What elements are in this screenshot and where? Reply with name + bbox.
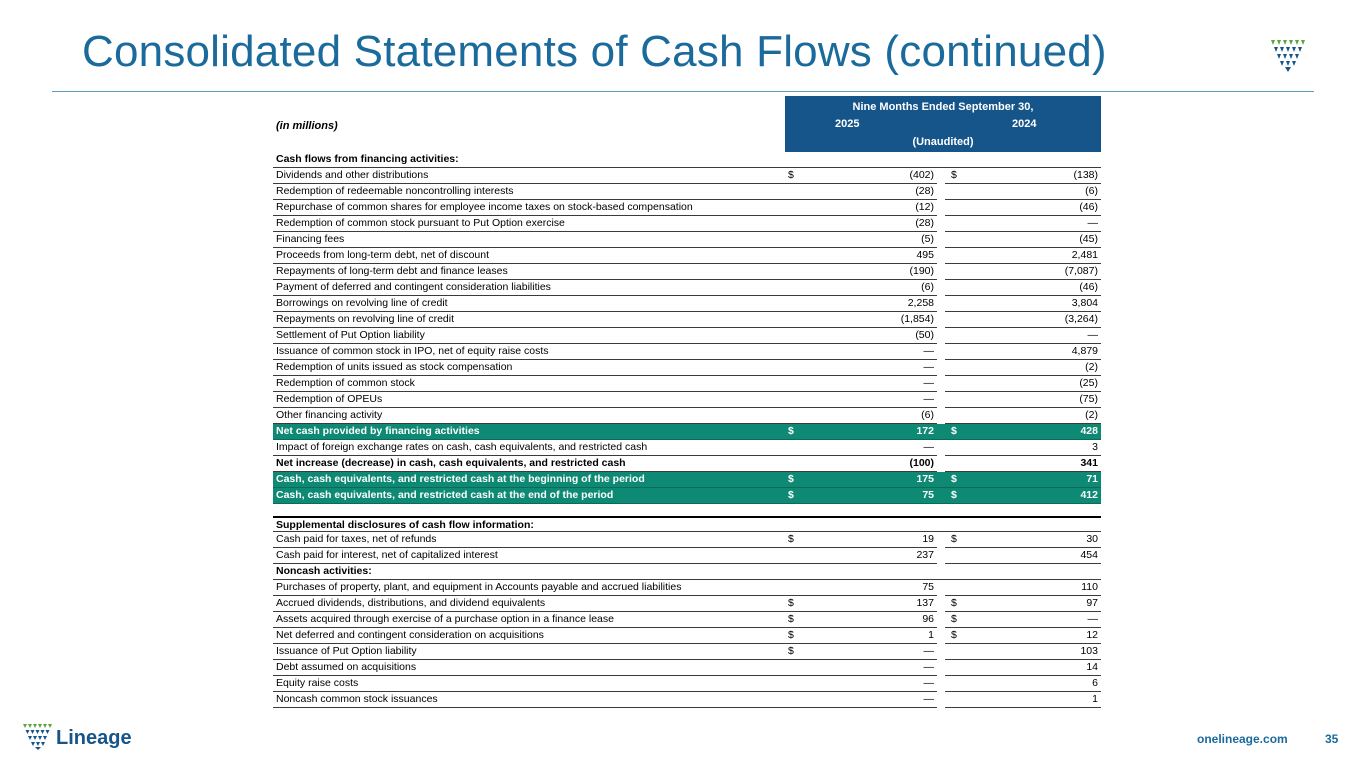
table-row: [273, 232, 1101, 248]
row-label: Net cash provided by financing activities: [276, 425, 480, 437]
table-row: [273, 628, 1101, 644]
page-number: 35: [1325, 732, 1339, 746]
value-2025: (50): [915, 329, 934, 341]
table-row: [273, 596, 1101, 612]
currency-2024: $: [951, 597, 957, 609]
lineage-logo-icon: [1270, 38, 1306, 72]
value-2024: (138): [1073, 169, 1098, 181]
value-2024: 1: [1092, 693, 1098, 705]
row-label: Cash, cash equivalents, and restricted cash at the beginning of the period: [276, 473, 645, 485]
row-label: Settlement of Put Option liability: [276, 329, 425, 341]
value-2025: 237: [916, 549, 934, 561]
value-2025: (100): [909, 457, 934, 469]
value-2025: 495: [916, 249, 934, 261]
value-2024: (2): [1085, 409, 1098, 421]
table-row: [273, 548, 1101, 564]
row-label: Redemption of common stock pursuant to Put Option exercise: [276, 217, 565, 229]
table-row: [273, 200, 1101, 216]
column-gap: [937, 264, 945, 281]
period-label: Nine Months Ended September 30,: [852, 101, 1034, 113]
title-divider: [52, 91, 1314, 92]
supplemental-table: [273, 516, 1101, 708]
period-header: [785, 96, 1101, 152]
value-2025: —: [923, 393, 934, 405]
column-gap: [937, 280, 945, 297]
column-gap: [937, 612, 945, 629]
currency-2025: $: [788, 489, 794, 501]
table-row: [273, 692, 1101, 708]
column-gap: [937, 248, 945, 265]
row-label: Cash flows from financing activities:: [276, 153, 459, 165]
value-2025: 2,258: [907, 297, 934, 309]
value-2024: —: [1087, 613, 1098, 625]
currency-2025: $: [788, 169, 794, 181]
row-label: Redemption of OPEUs: [276, 393, 383, 405]
value-2024: 71: [1086, 473, 1098, 485]
value-2025: (5): [921, 233, 934, 245]
value-2025: —: [923, 361, 934, 373]
column-gap: [937, 360, 945, 377]
section-header-row: [273, 516, 1101, 532]
value-2025: —: [923, 677, 934, 689]
currency-2025: $: [788, 597, 794, 609]
value-2024: 14: [1086, 661, 1098, 673]
value-2024: 12: [1086, 629, 1098, 641]
currency-2025: $: [788, 613, 794, 625]
row-label: Payment of deferred and contingent consideration liabilities: [276, 281, 551, 293]
row-label: Accrued dividends, distributions, and dividend equivalents: [276, 597, 546, 609]
row-label: Assets acquired through exercise of a purchase option in a finance lease: [276, 613, 614, 625]
value-2024: —: [1087, 217, 1098, 229]
units-label: (in millions): [276, 120, 338, 132]
currency-2024: $: [951, 533, 957, 545]
value-2025: (12): [915, 201, 934, 213]
value-2024: 6: [1092, 677, 1098, 689]
value-2024: (46): [1079, 201, 1098, 213]
value-2024: 103: [1080, 645, 1098, 657]
value-2024: 412: [1080, 489, 1098, 501]
table-row: [273, 676, 1101, 692]
table-row: [273, 344, 1101, 360]
value-2024: 30: [1086, 533, 1098, 545]
value-2025: 75: [922, 581, 934, 593]
row-label: Net deferred and contingent consideration on acquisitions: [276, 629, 544, 641]
year-2025-label: 2025: [835, 118, 860, 130]
value-2025: (402): [909, 169, 934, 181]
currency-2024: $: [951, 473, 957, 485]
value-2025: 137: [916, 597, 934, 609]
audit-label: (Unaudited): [912, 136, 974, 148]
column-gap: [937, 344, 945, 361]
row-label: Issuance of Put Option liability: [276, 645, 417, 657]
column-gap: [937, 676, 945, 693]
column-gap: [937, 184, 945, 201]
row-label: Noncash common stock issuances: [276, 693, 438, 705]
table-row: [273, 660, 1101, 676]
total-row: [273, 424, 1101, 440]
page-title: Consolidated Statements of Cash Flows (continued): [82, 27, 1107, 76]
value-2024: 3,804: [1071, 297, 1098, 309]
column-gap: [937, 548, 945, 565]
value-2024: 454: [1080, 549, 1098, 561]
lineage-footer-logo: [22, 722, 142, 750]
table-row: [273, 408, 1101, 424]
table-row: [273, 644, 1101, 660]
value-2024: 4,879: [1071, 345, 1098, 357]
value-2025: 1: [928, 629, 934, 641]
row-label: Equity raise costs: [276, 677, 359, 689]
row-label: Redemption of units issued as stock compensation: [276, 361, 513, 373]
column-gap: [937, 456, 945, 473]
total-row: [273, 472, 1101, 488]
value-2025: —: [923, 645, 934, 657]
row-label: Repayments on revolving line of credit: [276, 313, 455, 325]
value-2025: (190): [909, 265, 934, 277]
row-label: Dividends and other distributions: [276, 169, 429, 181]
value-2024: (25): [1079, 377, 1098, 389]
value-2025: (28): [915, 185, 934, 197]
row-label: Financing fees: [276, 233, 345, 245]
table-row: [273, 440, 1101, 456]
row-label: Impact of foreign exchange rates on cash, cash equivalents, and restricted cash: [276, 441, 648, 453]
table-row: [273, 532, 1101, 548]
currency-2024: $: [951, 629, 957, 641]
value-2025: —: [923, 661, 934, 673]
footer-url: onelineage.com: [1197, 732, 1288, 746]
table-row: [273, 296, 1101, 312]
column-gap: [937, 628, 945, 645]
value-2025: —: [923, 345, 934, 357]
column-gap: [937, 596, 945, 613]
column-gap: [937, 692, 945, 709]
section-header-row: [273, 152, 1101, 168]
table-row: [273, 280, 1101, 296]
value-2024: —: [1087, 329, 1098, 341]
table-row: [273, 328, 1101, 344]
year-2024-label: 2024: [1012, 118, 1037, 130]
row-label: Supplemental disclosures of cash flow information:: [276, 519, 534, 531]
value-2024: (45): [1079, 233, 1098, 245]
column-gap: [937, 168, 945, 185]
value-2025: (6): [921, 409, 934, 421]
value-2025: —: [923, 377, 934, 389]
value-2025: 75: [922, 489, 934, 501]
value-2024: 341: [1080, 457, 1098, 469]
value-2025: —: [923, 693, 934, 705]
table-row: [273, 184, 1101, 200]
row-label: Cash, cash equivalents, and restricted cash at the end of the period: [276, 489, 614, 501]
value-2025: —: [923, 441, 934, 453]
row-label: Debt assumed on acquisitions: [276, 661, 417, 673]
row-label: Issuance of common stock in IPO, net of equity raise costs: [276, 345, 549, 357]
column-gap: [937, 216, 945, 233]
table-row: [273, 392, 1101, 408]
value-2024: (75): [1079, 393, 1098, 405]
row-label: Purchases of property, plant, and equipment in Accounts payable and accrued liabilities: [276, 581, 682, 593]
value-2025: (6): [921, 281, 934, 293]
value-2024: (3,264): [1064, 313, 1098, 325]
value-2025: 175: [916, 473, 934, 485]
column-gap: [937, 392, 945, 409]
row-label: Noncash activities:: [276, 565, 372, 577]
currency-2025: $: [788, 645, 794, 657]
table-row: [273, 456, 1101, 472]
table-row: [273, 376, 1101, 392]
table-row: [273, 612, 1101, 628]
column-gap: [937, 328, 945, 345]
row-label: Redemption of common stock: [276, 377, 415, 389]
column-gap: [937, 200, 945, 217]
value-2025: 172: [916, 425, 934, 437]
currency-2024: $: [951, 425, 957, 437]
row-label: Repurchase of common shares for employee income taxes on stock-based compensation: [276, 201, 693, 213]
row-label: Repayments of long-term debt and finance leases: [276, 265, 508, 277]
table-row: [273, 580, 1101, 596]
row-label: Other financing activity: [276, 409, 383, 421]
column-gap: [937, 376, 945, 393]
value-2024: (7,087): [1064, 265, 1098, 277]
currency-2025: $: [788, 629, 794, 641]
year-header-row: [785, 116, 1101, 132]
value-2024: 3: [1092, 441, 1098, 453]
column-gap: [937, 408, 945, 425]
table-row: [273, 312, 1101, 328]
column-gap: [937, 440, 945, 457]
column-gap: [937, 644, 945, 661]
column-gap: [937, 296, 945, 313]
table-row: [273, 216, 1101, 232]
column-gap: [937, 532, 945, 549]
financing-table: [273, 152, 1101, 504]
value-2024: 110: [1081, 581, 1098, 593]
value-2025: (1,854): [900, 313, 934, 325]
column-gap: [937, 312, 945, 329]
value-2024: 2,481: [1071, 249, 1098, 261]
table-row: [273, 168, 1101, 184]
currency-2025: $: [788, 425, 794, 437]
currency-2024: $: [951, 613, 957, 625]
currency-2024: $: [951, 489, 957, 501]
value-2024: (6): [1085, 185, 1098, 197]
value-2025: 96: [922, 613, 934, 625]
section-header-row: [273, 564, 1101, 580]
footer-brand: Lineage: [56, 727, 132, 749]
row-label: Borrowings on revolving line of credit: [276, 297, 448, 309]
total-row: [273, 488, 1101, 504]
column-gap: [937, 580, 945, 597]
value-2025: 19: [922, 533, 934, 545]
row-label: Net increase (decrease) in cash, cash equivalents, and restricted cash: [276, 457, 626, 469]
row-label: Proceeds from long-term debt, net of discount: [276, 249, 490, 261]
row-label: Redemption of redeemable noncontrolling interests: [276, 185, 514, 197]
value-2024: (2): [1085, 361, 1098, 373]
table-row: [273, 248, 1101, 264]
column-gap: [937, 660, 945, 677]
value-2024: (46): [1079, 281, 1098, 293]
row-label: Cash paid for taxes, net of refunds: [276, 533, 437, 545]
table-row: [273, 360, 1101, 376]
currency-2025: $: [788, 533, 794, 545]
value-2025: (28): [915, 217, 934, 229]
currency-2025: $: [788, 473, 794, 485]
column-gap: [937, 232, 945, 249]
currency-2024: $: [951, 169, 957, 181]
value-2024: 428: [1080, 425, 1098, 437]
row-label: Cash paid for interest, net of capitalized interest: [276, 549, 498, 561]
table-row: [273, 264, 1101, 280]
value-2024: 97: [1086, 597, 1098, 609]
